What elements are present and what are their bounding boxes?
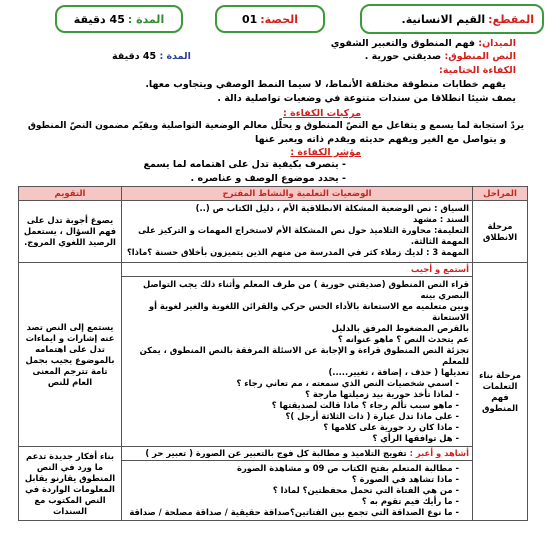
- list-item: السياق : نص الوضعية المشكلة الانطلاقية الأم ، دليل الكتاب ص (..): [195, 203, 469, 213]
- field-label: الميدان:: [478, 38, 516, 49]
- indicator-2: - يحدد موضوع الوصف و عناصره .: [190, 173, 346, 184]
- list-item: - هل توافقها الرأي ؟: [372, 433, 459, 443]
- list-item: السند : مشهد: [412, 214, 469, 224]
- list-item: - ماهو سبب تألم رجاء ؟ ماذا قالت لصديقتها ؟: [271, 400, 459, 410]
- listen-caption: أستمع و أجيب: [122, 263, 472, 277]
- list-item: قراء النص المنطوق (صديقتي حورية ) من طرف المعلم وأثناء ذلك يجب التواصل البصري بينه: [143, 279, 469, 300]
- indicator-title: مؤشر الكفاءة :: [290, 147, 361, 158]
- table-row: [19, 201, 528, 263]
- evaluation-watch: بناء أفكار جديدة تدعم ما ورد في النص المنطوق يقارنو يقابل المعلومات الواردة في النص المكتوب مع السندات: [19, 447, 122, 521]
- duration2-label: المدة :: [159, 51, 191, 62]
- duration-label: المدة :: [127, 12, 165, 26]
- list-item: - ما نوع الصداقة التي تجمع بين الفتاتين؟صداقة حقيقية / صداقة مصلحة / صداقة: [129, 507, 459, 517]
- list-item: بالقرص المضغوط المرفق بالدليل: [331, 323, 469, 333]
- text-line: [365, 51, 516, 62]
- list-item: - ما رأيك فيم تقوم به ؟: [361, 496, 459, 506]
- list-item: تعديلها ( حذف ، إضافة ، تغيير.....): [328, 367, 469, 377]
- final-comp-title: الكفاءة الختامية:: [439, 65, 516, 76]
- text-value: صديقتي حورية .: [364, 51, 442, 62]
- session-value: 01: [241, 12, 258, 26]
- indicator-1-text: يتصرف بكيفية تدل على اهتمامه لما يسمع: [143, 159, 339, 170]
- evaluation-start: يصوغ أجوبة تدل على فهم السؤال ، يستعمل الرصيد اللغوي المروج.: [19, 201, 122, 263]
- subject-value: القيم الانسانية.: [401, 12, 486, 26]
- list-item: التعليمة: محاورة التلاميذ حول نص المشكلة الأم لاستخراج المهمات و التركيز على المهمة الثالثة.: [138, 225, 469, 246]
- list-item: المهمة 3 : لديك زملاء كثر في المدرسة من منهم الذين يتميزون بأخلاق حسنة ؟ماذا؟: [126, 247, 469, 257]
- duration2-line: [112, 51, 191, 62]
- duration-box: [55, 5, 183, 33]
- list-item: - مطالبة المتعلم بفتح الكتاب ص 09 و مشاهدة الصورة: [237, 463, 459, 473]
- list-item: - ماذا تشاهد في الصورة ؟: [351, 474, 459, 484]
- list-item: - على ماذا تدل عبارة ( ذات الثلاثة أرجل )؟: [285, 411, 459, 421]
- session-label: الحصة:: [260, 12, 299, 26]
- table-row: [19, 263, 528, 447]
- list-item: - لماذا تأخذ حورية بيد زميلتها مارجة ؟: [305, 389, 459, 399]
- situation-listen: [122, 263, 473, 447]
- duration-value: 45 دقيقة: [73, 12, 125, 26]
- subject-label: المقطع:: [488, 12, 534, 26]
- situation-start: [122, 201, 473, 263]
- session-box: [215, 5, 325, 33]
- text-label: النص المنطوق:: [444, 51, 516, 62]
- situation-watch: [122, 447, 473, 521]
- watch-caption-rest: تفويج التلاميذ و مطالبة كل فوج بالتعبير عن الصورة ( تعبير حر ): [145, 448, 407, 458]
- watch-caption: أشاهد و أعبر :: [409, 448, 469, 458]
- final-comp-2: يصف شيئا انطلاقا من سندات متنوعة في وضعيات تواصلية دالة .: [217, 93, 516, 104]
- duration2-value: 45 دقيقة: [112, 51, 157, 62]
- list-item: - ماذا كان رد حورية على كلامها ؟: [323, 422, 459, 432]
- list-item: تجزئة النص المنطوق قراءة و الإجابة عن الاسئلة المرفقة بالنص المنطوق ، يمكن للمعلم: [139, 345, 469, 366]
- components-title: مركبات الكفاءة :: [283, 108, 361, 119]
- list-item: - من هي الفتاة التي تحمل محفظتين؟ لماذا ؟: [272, 485, 459, 495]
- field-value: فهم المنطوق والتعبير الشفوي: [330, 38, 475, 49]
- lesson-table: [18, 186, 528, 521]
- table-row: [19, 447, 528, 521]
- final-comp-1: يفهم خطابات منطوقة مختلفة الأنماط، لا سيما النمط الوصفي ويتجاوب معها.: [145, 79, 506, 90]
- header-evaluation: التقويم: [19, 187, 122, 201]
- list-item: وبين متعلميه مع الاستعانة بالأداء الحس حركي والقرائن اللغوية والغير لغوية أو الاستعانة: [148, 301, 469, 322]
- component-2: و يتواصل مع الغير ويفهم حديثه ويقدم ذاته ويعبر عنها: [255, 134, 506, 145]
- list-item: - اسمي شخصيات النص الذي سمعته ، مم تعاني رجاء ؟: [236, 378, 459, 388]
- indicator-1: - يتصرف بكيفية تدل على اهتمامه لما يسمع: [143, 159, 346, 170]
- header-stages: المراحل: [473, 187, 528, 201]
- component-1: يردّ استجابة لما يسمع و يتفاعل مع النصّ المنطوق و يحلّل معالم الوضعية التواصلية ويقيّم مضمون النصّ المنطوق: [27, 121, 524, 131]
- stage-build: مرحلة بناء التعلمات فهم المنطوق: [473, 263, 528, 521]
- header-situations: الوضعيات التعلمية والنشاط المقترح: [122, 187, 473, 201]
- watch-caption-line: [122, 447, 472, 461]
- indicator-2-text: يحدد موضوع الوصف و عناصره .: [190, 173, 339, 184]
- stage-start: مرحلة الانطلاق: [473, 201, 528, 263]
- evaluation-listen: يستمع إلى النص تصد عنه إشارات و ايماءات تدل على اهتمامه بالموضوع يجيب بجمل تامة تترجم المعنى العام للنص: [19, 263, 122, 447]
- field-line: [331, 38, 516, 49]
- list-item: عم يتحدث النص ؟ ماهو عنوانه ؟: [337, 334, 469, 344]
- subject-box: [360, 4, 544, 34]
